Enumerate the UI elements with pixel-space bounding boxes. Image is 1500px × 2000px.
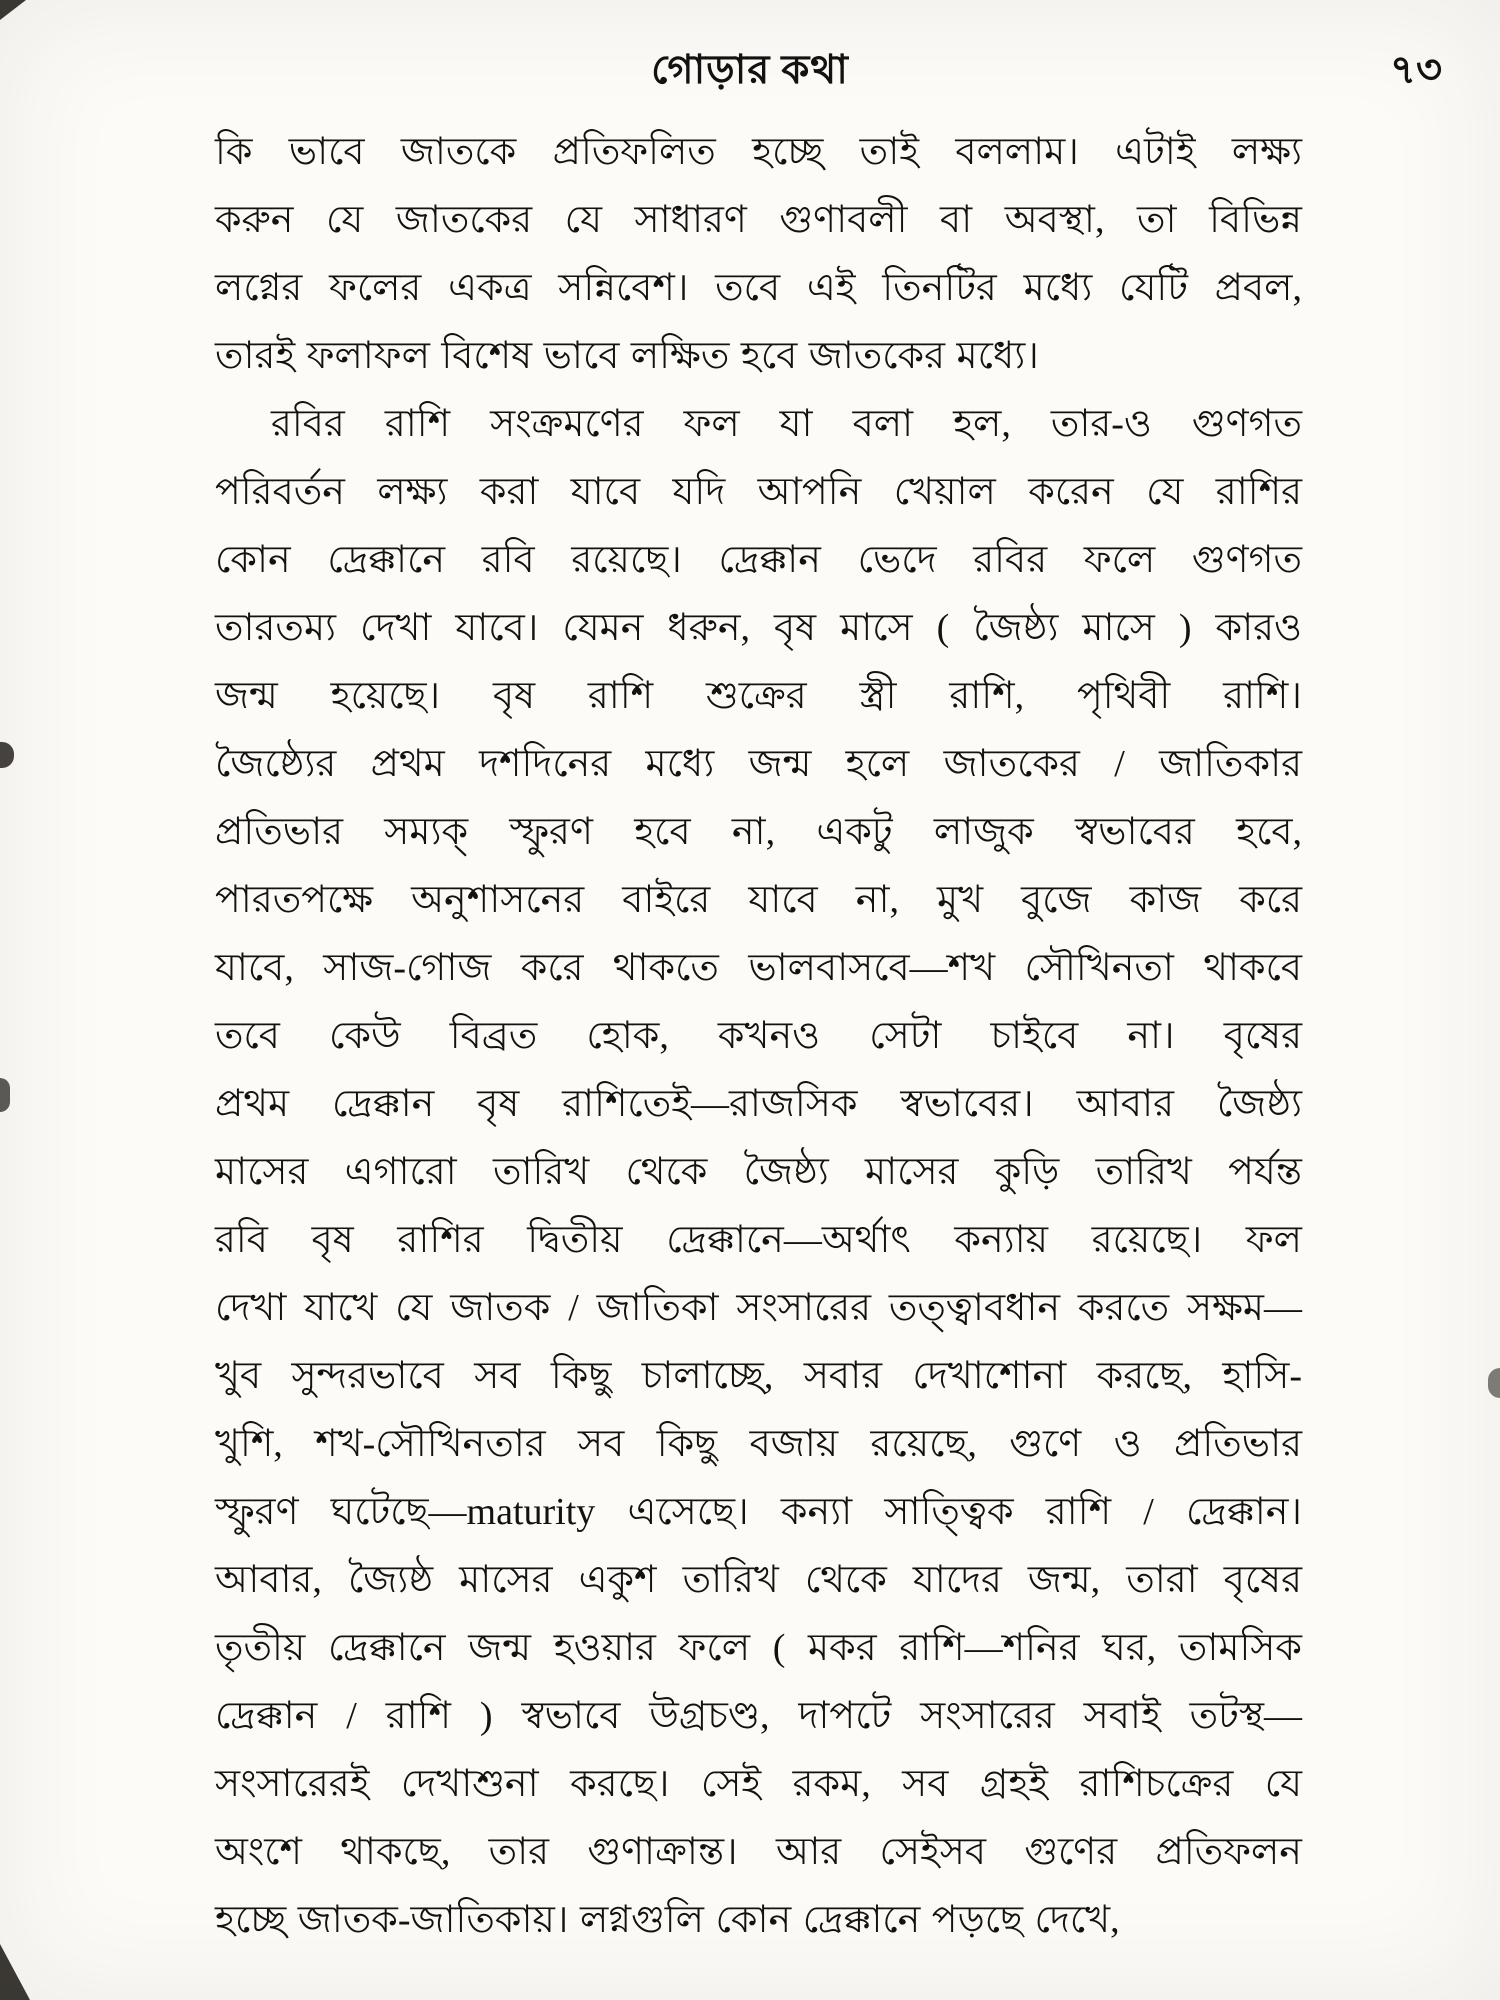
text-line: করুন যে জাতকের যে সাধারণ গুণাবলী বা অবস্থা, তা বিভিন্ন (215, 199, 1302, 241)
page-number: ৭৩ (1389, 47, 1442, 92)
text-line: রবি বৃষ রাশির দ্বিতীয় দ্রেক্কানে—অর্থাৎ কন্যায় রয়েছে। ফল (215, 1219, 1302, 1261)
text-line: প্রথম দ্রেক্কান বৃষ রাশিতেই—রাজসিক স্বভাবের। আবার জৈষ্ঠ্য (215, 1083, 1302, 1125)
text-line: রবির রাশি সংক্রমণের ফল যা বলা হল, তার-ও গুণগত (271, 403, 1302, 445)
text-line: খুব সুন্দরভাবে সব কিছু চালাচ্ছে, সবার দেখাশোনা করছে, হাসি- (215, 1355, 1302, 1397)
text-line: সংসারেরই দেখাশুনা করছে। সেই রকম, সব গ্রহই রাশিচক্রের যে (215, 1763, 1302, 1805)
text-line: তারতম্য দেখা যাবে। যেমন ধরুন, বৃষ মাসে ( জৈষ্ঠ্য মাসে ) কারও (215, 607, 1302, 649)
text-line: তবে কেউ বিব্রত হোক, কখনও সেটা চাইবে না। বৃষের (215, 1015, 1302, 1057)
text-line: দ্রেক্কান / রাশি ) স্বভাবে উগ্রচণ্ড, দাপটে সংসারের সবাই তটস্থ— (215, 1695, 1302, 1737)
scan-artifact (1488, 1368, 1500, 1398)
text-line: কি ভাবে জাতকে প্রতিফলিত হচ্ছে তাই বললাম। এটাই লক্ষ্য (215, 131, 1302, 173)
page-header (0, 38, 1500, 98)
text-line: যাবে, সাজ-গোজ করে থাকতে ভালবাসবে—শখ সৌখিনতা থাকবে (215, 947, 1302, 989)
scan-artifact (0, 742, 14, 768)
text-line: প্রতিভার সম্যক্‌ স্ফুরণ হবে না, একটু লাজুক স্বভাবের হবে, (215, 811, 1302, 853)
text-line: স্ফুরণ ঘটেছে—maturity এসেছে। কন্যা সাত্ত্বিক রাশি / দ্রেক্কান। (215, 1491, 1302, 1533)
text-line: জৈষ্ঠ্যের প্রথম দশদিনের মধ্যে জন্ম হলে জাতকের / জাতিকার (215, 743, 1302, 785)
scan-artifact (0, 1944, 30, 2000)
text-line: হচ্ছে জাতক-জাতিকায়। লগ্নগুলি কোন দ্রেক্কানে পড়ছে দেখে, (215, 1899, 1120, 1941)
text-line: তারই ফলাফল বিশেষ ভাবে লক্ষিত হবে জাতকের মধ্যে। (215, 335, 1039, 377)
text-line: জন্ম হয়েছে। বৃষ রাশি শুক্রের স্ত্রী রাশি, পৃথিবী রাশি। (215, 675, 1302, 717)
text-line: কোন দ্রেক্কানে রবি রয়েছে। দ্রেক্কান ভেদে রবির ফলে গুণগত (215, 539, 1302, 581)
page-title: গোড়ার কথা (651, 47, 849, 92)
text-line: পারতপক্ষে অনুশাসনের বাইরে যাবে না, মুখ বুজে কাজ করে (215, 879, 1302, 921)
text-line: খুশি, শখ-সৌখিনতার সব কিছু বজায় রয়েছে, গুণে ও প্রতিভার (215, 1423, 1302, 1465)
paragraph (215, 118, 1302, 390)
scan-artifact (0, 0, 26, 20)
text-line: দেখা যাখে যে জাতক / জাতিকা সংসারের তত্ত্বাবধান করতে সক্ষম— (215, 1287, 1302, 1329)
text-line: তৃতীয় দ্রেক্কানে জন্ম হওয়ার ফলে ( মকর রাশি—শনির ঘর, তামসিক (215, 1627, 1302, 1669)
text-line: আবার, জ্যৈষ্ঠ মাসের একুশ তারিখ থেকে যাদের জন্ম, তারা বৃষের (215, 1559, 1302, 1601)
page-body (215, 118, 1302, 1954)
paragraph (215, 390, 1302, 1954)
text-line: অংশে থাকছে, তার গুণাক্রান্ত। আর সেইসব গুণের প্রতিফলন (215, 1831, 1302, 1873)
text-line: পরিবর্তন লক্ষ্য করা যাবে যদি আপনি খেয়াল করেন যে রাশির (215, 471, 1302, 513)
text-line: মাসের এগারো তারিখ থেকে জৈষ্ঠ্য মাসের কুড়ি তারিখ পর্যন্ত (215, 1151, 1302, 1193)
scan-artifact (0, 1078, 10, 1112)
text-line: লগ্নের ফলের একত্র সন্নিবেশ। তবে এই তিনটির মধ্যে যেটি প্রবল, (215, 267, 1302, 309)
